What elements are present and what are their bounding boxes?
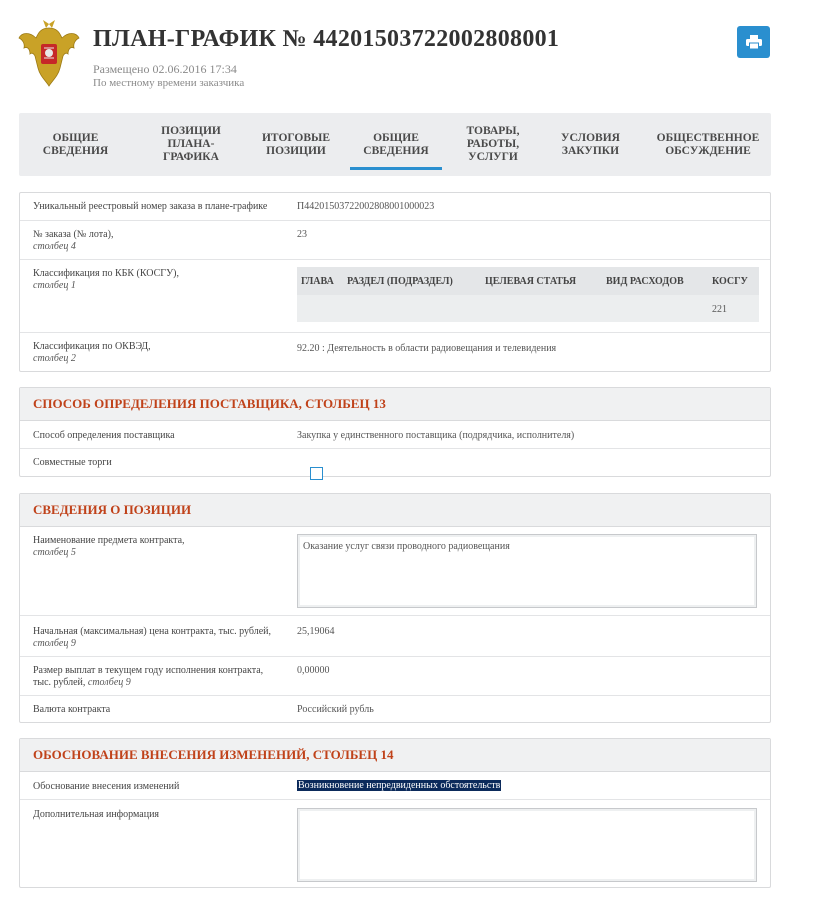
subject-textarea[interactable]: Оказание услуг связи проводного радиовещания [297, 534, 757, 608]
joint-tender-label: Совместные торги [33, 457, 112, 468]
kbk-value-kosgu: 221 [712, 304, 727, 315]
tab-public-discussion[interactable]: ОБЩЕСТВЕННОЕ ОБСУЖДЕНИЕ [656, 131, 760, 157]
kbk-header-row [297, 267, 759, 295]
supplier-method-label: Способ определения поставщика [33, 430, 175, 441]
kbk-header-section: РАЗДЕЛ (ПОДРАЗДЕЛ) [347, 275, 453, 287]
order-number-label: № заказа (№ лота), столбец 4 [33, 229, 114, 252]
joint-tender-row [20, 449, 770, 476]
general-info-section [19, 192, 771, 372]
print-button[interactable] [737, 26, 770, 58]
position-section [19, 493, 771, 723]
payments-value: 0,00000 [297, 665, 330, 676]
order-number-value: 23 [297, 229, 307, 240]
supplier-section [19, 387, 771, 477]
okved-label: Классификация по ОКВЭД, столбец 2 [33, 341, 151, 364]
position-section-title: СВЕДЕНИЯ О ПОЗИЦИИ [20, 494, 770, 527]
kbk-header-kosgu: КОСГУ [712, 275, 748, 287]
coat-of-arms-icon [18, 18, 80, 88]
page-title: ПЛАН-ГРАФИК № 44201503722002808001 [93, 26, 560, 52]
printer-icon [746, 35, 762, 49]
supplier-method-row [20, 421, 770, 449]
currency-label: Валюта контракта [33, 704, 111, 715]
change-reason-label: Обоснование внесения изменений [33, 781, 180, 792]
payments-label: Размер выплат в текущем году исполнения контракта, тыс. рублей, столбец 9 [33, 665, 264, 688]
okved-value: 92.20 : Деятельность в области радиовещания и телевидения [297, 343, 557, 354]
tab-goods-works-services[interactable]: ТОВАРЫ, РАБОТЫ, УСЛУГИ [466, 125, 520, 163]
change-reason-value: Возникновение непредвиденных обстоятельств [298, 780, 501, 791]
kbk-header-expense: ВИД РАСХОДОВ [606, 275, 684, 287]
additional-info-label: Дополнительная информация [33, 809, 160, 820]
subject-row [20, 527, 770, 616]
changes-section [19, 738, 771, 888]
kbk-row [20, 260, 770, 333]
kbk-label: Классификация по КБК (КОСГУ), столбец 1 [33, 268, 179, 291]
okved-row [20, 333, 770, 371]
kbk-table [297, 267, 759, 322]
registry-number-row [20, 193, 770, 221]
posted-date: Размещено 02.06.2016 17:34 [93, 62, 237, 76]
page-header [0, 0, 821, 110]
timezone-note: По местному времени заказчика [93, 77, 245, 89]
payments-row [20, 657, 770, 696]
tab-purchase-conditions[interactable]: УСЛОВИЯ ЗАКУПКИ [561, 131, 620, 157]
additional-info-row [20, 800, 770, 887]
supplier-method-value: Закупка у единственного поставщика (подрядчика, исполнителя) [297, 430, 575, 441]
tab-summary-positions[interactable]: ИТОГОВЫЕ ПОЗИЦИИ [261, 131, 331, 157]
currency-value: Российский рубль [297, 704, 374, 715]
tab-general-info[interactable]: ОБЩИЕ СВЕДЕНИЯ [42, 131, 109, 157]
order-number-row [20, 221, 770, 260]
subject-label: Наименование предмета контракта, столбец 5 [33, 535, 185, 558]
registry-number-value: П44201503722002808001000023 [297, 201, 435, 212]
kbk-value-row [297, 295, 759, 322]
change-reason-row [20, 772, 770, 800]
tab-bar [19, 113, 771, 176]
kbk-header-chapter: ГЛАВА [301, 275, 334, 287]
registry-number-label: Уникальный реестровый номер заказа в плане-графике [33, 201, 268, 212]
price-row [20, 616, 770, 657]
joint-tender-checkbox[interactable] [310, 467, 323, 480]
supplier-section-title: СПОСОБ ОПРЕДЕЛЕНИЯ ПОСТАВЩИКА, СТОЛБЕЦ 13 [20, 388, 770, 421]
additional-info-textarea[interactable] [297, 808, 757, 882]
tab-plan-positions[interactable]: ПОЗИЦИИ ПЛАНА-ГРАФИКА [161, 125, 221, 163]
changes-section-title: ОБОСНОВАНИЕ ВНЕСЕНИЯ ИЗМЕНЕНИЙ, СТОЛБЕЦ 14 [20, 739, 770, 772]
price-value: 25,19064 [297, 626, 335, 637]
kbk-header-target: ЦЕЛЕВАЯ СТАТЬЯ [485, 275, 577, 287]
tab-general-info-active[interactable]: ОБЩИЕ СВЕДЕНИЯ [342, 113, 450, 176]
currency-row [20, 696, 770, 722]
price-label: Начальная (максимальная) цена контракта, тыс. рублей, столбец 9 [33, 626, 271, 649]
